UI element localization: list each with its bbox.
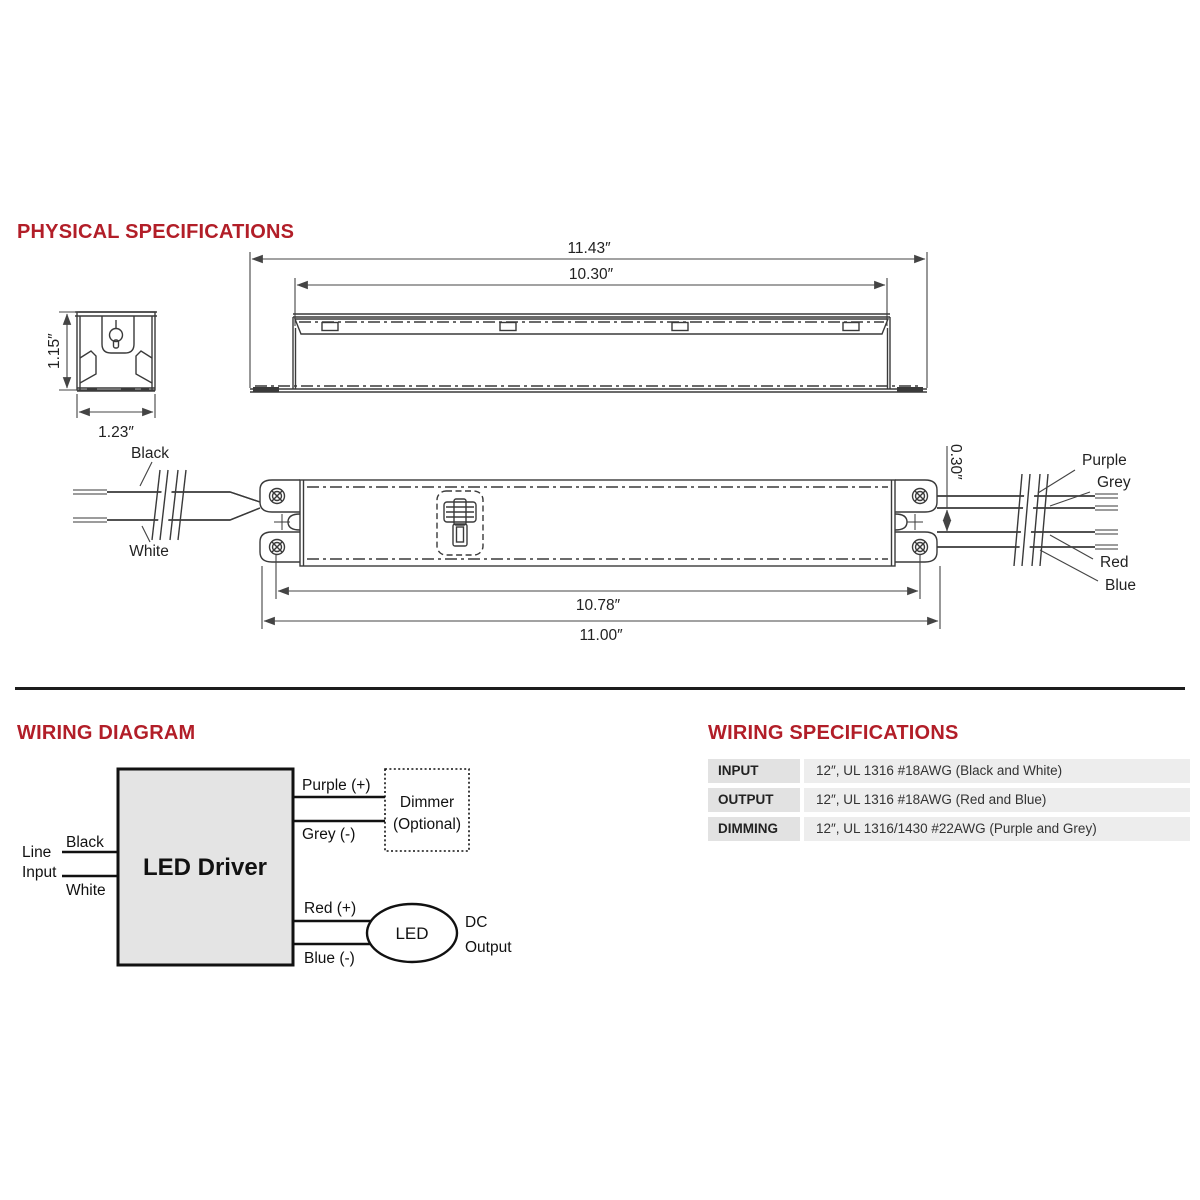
wire-tips-right (1095, 494, 1118, 549)
dim-height (46, 312, 79, 390)
dim-mount-hole-span (276, 555, 920, 614)
spec-row-dimming (708, 817, 1190, 841)
screw-icon (270, 540, 285, 555)
dim-mount-hole-span-label: 10.78″ (575, 597, 621, 614)
black-label: Black (66, 834, 104, 851)
line-input-label-1: Line (22, 844, 52, 861)
screw-icon (270, 489, 285, 504)
spec-value: 12″, UL 1316/1430 #22AWG (Purple and Grey) (804, 817, 1190, 841)
black-wire-tip (73, 490, 107, 494)
white-label: White (66, 882, 106, 899)
screw-icon (913, 540, 928, 555)
blue-label: Blue (-) (304, 950, 355, 967)
dim-case-length-label: 10.30″ (568, 266, 614, 283)
dip-switch-detail (437, 491, 483, 555)
blue-wire-label: Blue (1105, 577, 1137, 594)
chassis-side-profile (250, 314, 927, 392)
center-cross-mark (907, 514, 923, 530)
spec-label: OUTPUT (708, 788, 800, 812)
grey-label: Grey (-) (302, 826, 356, 843)
right-mounting-bracket (895, 480, 937, 562)
dimmer-label-2: (Optional) (392, 816, 462, 833)
end-view-flanges (80, 351, 152, 383)
spec-row-output (708, 788, 1190, 812)
wiring-diagram (10, 755, 570, 995)
wire-labels (129, 445, 1136, 594)
dim-height-label: 1.15″ (46, 333, 63, 369)
dim-overall-length-label: 11.43″ (567, 240, 611, 257)
red-wire-label: Red (1100, 554, 1129, 571)
physical-specifications-heading: PHYSICAL SPECIFICATIONS (17, 221, 295, 243)
end-view-drawing (35, 290, 235, 450)
side-view-drawing (245, 238, 945, 408)
wire-break-symbol-right (1014, 474, 1048, 566)
white-wire-tip (73, 518, 107, 522)
dc-output-label-1: DC (465, 914, 488, 931)
red-label: Red (+) (304, 900, 357, 917)
line-input-label-2: Input (22, 864, 57, 881)
dim-lead-gap (947, 444, 964, 531)
white-wire-label: White (129, 543, 169, 560)
spec-label: INPUT (708, 759, 800, 783)
dim-overall-body-length-label: 11.00″ (579, 627, 623, 644)
spec-label: DIMMING (708, 817, 800, 841)
white-wire (107, 508, 260, 520)
driver-body (300, 480, 895, 566)
led-label: LED (395, 924, 429, 943)
output-wires (937, 474, 1118, 566)
wire-break-symbol-left (152, 470, 186, 540)
spec-value: 12″, UL 1316 #18AWG (Red and Blue) (804, 788, 1190, 812)
input-wires (73, 470, 260, 540)
dimmer-label-1: Dimmer (399, 794, 455, 811)
grey-wire-label: Grey (1097, 474, 1131, 491)
left-mounting-bracket (260, 480, 300, 562)
section-divider (15, 687, 1185, 690)
wiring-specs-table (708, 759, 1190, 846)
dim-lead-gap-label: 0.30″ (947, 444, 964, 480)
screw-icon (913, 489, 928, 504)
black-wire-label: Black (131, 445, 169, 462)
center-cross-mark (274, 514, 290, 530)
purple-wire-label: Purple (1082, 452, 1127, 469)
wiring-specifications-heading: WIRING SPECIFICATIONS (708, 722, 959, 744)
spec-value: 12″, UL 1316 #18AWG (Black and White) (804, 759, 1190, 783)
dim-width-label: 1.23″ (98, 424, 134, 441)
wiring-diagram-heading: WIRING DIAGRAM (17, 722, 196, 744)
plan-view-drawing (60, 428, 1160, 678)
led-driver-label: LED Driver (142, 854, 268, 881)
keyhole-mount-icon (102, 316, 134, 353)
dc-output-label-2: Output (465, 939, 512, 956)
purple-label: Purple (+) (302, 777, 371, 794)
spec-row-input (708, 759, 1190, 783)
